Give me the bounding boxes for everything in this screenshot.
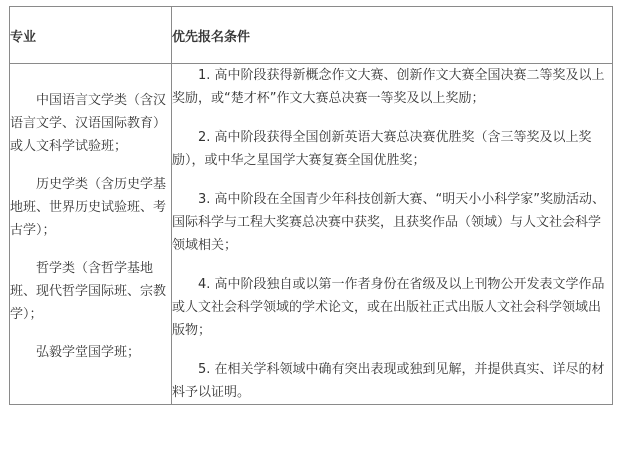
condition-item: 3. 高中阶段在全国青少年科技创新大赛、“明天小小科学家”奖励活动、国际科学与工程大奖赛总决赛中获奖，且获奖作品（领域）与人文社会科学领域相关； — [172, 192, 606, 253]
major-item: 弘毅学堂国学班； — [36, 345, 141, 360]
major-item: 哲学类（含哲学基地班、现代哲学国际班、宗教学）； — [10, 261, 167, 322]
condition-item: 4. 高中阶段独自或以第一作者身份在省级及以上刊物公开发表文学作品或人文社会科学领域的学术论文，或在出版社正式出版人文社会科学领域出版物； — [172, 277, 605, 338]
major-item: 中国语言文学类（含汉语言文学、汉语国际教育）或人文科学试验班； — [10, 93, 167, 154]
header-conditions: 优先报名条件 — [172, 7, 613, 64]
condition-item: 2. 高中阶段获得全国创新英语大赛总决赛优胜奖（含三等奖及以上奖励），或中华之星国学大赛复赛全国优胜奖； — [172, 130, 592, 168]
header-major: 专业 — [10, 7, 172, 64]
condition-item: 5. 在相关学科领域中确有突出表现或独到见解，并提供真实、详尽的材料予以证明。 — [172, 362, 605, 400]
major-item: 历史学类（含历史学基地班、世界历史试验班、考古学）； — [10, 177, 167, 238]
conditions-cell — [172, 64, 613, 405]
majors-cell — [10, 64, 172, 405]
table-header-row — [10, 7, 613, 64]
table-row — [10, 64, 613, 405]
condition-item: 1. 高中阶段获得新概念作文大赛、创新作文大赛全国决赛二等奖及以上奖励，或“楚才杯”作文大赛总决赛一等奖及以上奖励； — [172, 68, 605, 106]
admission-requirements-table — [9, 6, 613, 405]
